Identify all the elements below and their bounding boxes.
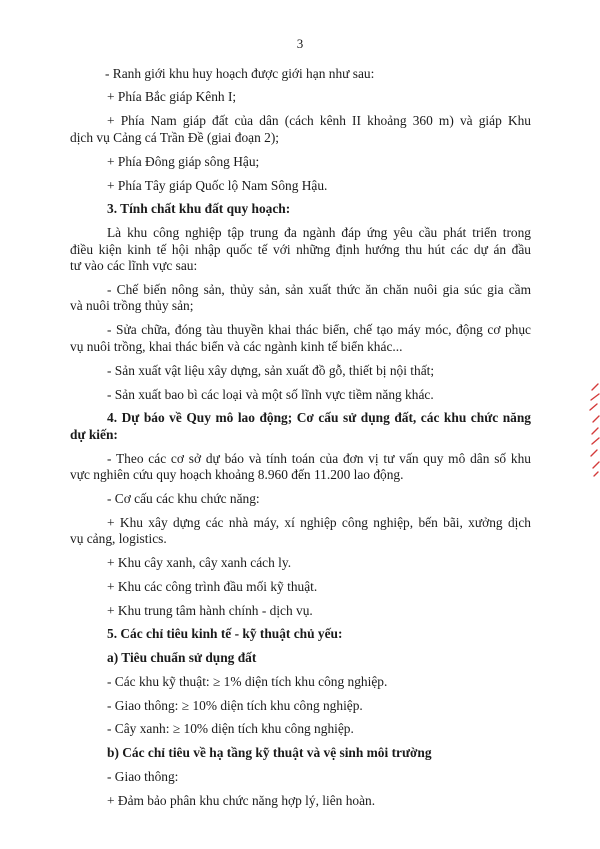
page-number: 3 bbox=[296, 36, 304, 51]
sector-processing-1: - Chế biến nông sản, thủy sản, sản xuất thức ăn chăn nuôi gia súc gia cầm bbox=[107, 282, 531, 297]
zone-factories-1: + Khu xây dựng các nhà máy, xí nghiệp công nghiệp, bến bãi, xưởng dịch bbox=[107, 515, 531, 530]
section-5b-heading: b) Các chỉ tiêu về hạ tầng kỹ thuật và vệ sinh môi trường bbox=[107, 745, 432, 760]
boundary-north: + Phía Bắc giáp Kênh I; bbox=[107, 89, 237, 104]
land-use-traffic: - Giao thông: ≥ 10% diện tích khu công nghiệp. bbox=[107, 698, 363, 713]
land-use-greenery: - Cây xanh: ≥ 10% diện tích khu công nghiệp. bbox=[107, 721, 354, 736]
section-5-heading: 5. Các chỉ tiêu kinh tế - kỹ thuật chủ yếu: bbox=[107, 626, 343, 641]
labor-forecast-2: vực nghiên cứu quy hoạch khoảng 8.960 đến 11.200 lao động. bbox=[70, 467, 404, 482]
labor-forecast-1: - Theo các cơ sở dự báo và tính toán của đơn vị tư vấn quy mô dân số khu bbox=[107, 451, 531, 466]
sector-shipbuilding-1: - Sửa chữa, đóng tàu thuyền khai thác biển, chế tạo máy móc, động cơ phục bbox=[107, 322, 531, 337]
zone-admin: + Khu trung tâm hành chính - dịch vụ. bbox=[107, 603, 313, 618]
boundary-south-2: dịch vụ Cảng cá Trần Đề (giai đoạn 2); bbox=[70, 130, 279, 145]
section-3-para-2: điều kiện kinh tế hội nhập quốc tế với những định hướng thu hút các dự án đầu bbox=[70, 242, 531, 257]
boundary-west: + Phía Tây giáp Quốc lộ Nam Sông Hậu. bbox=[107, 178, 328, 193]
section-5a-heading: a) Tiêu chuẩn sử dụng đất bbox=[107, 650, 257, 665]
function-zones-intro: - Cơ cấu các khu chức năng: bbox=[107, 491, 260, 506]
sector-packaging: - Sản xuất bao bì các loại và một số lĩnh vực tiềm năng khác. bbox=[107, 387, 434, 402]
section-3-heading: 3. Tính chất khu đất quy hoạch: bbox=[107, 201, 291, 216]
section-4-heading-2: dự kiến: bbox=[70, 427, 118, 442]
red-stamp-edge-mark bbox=[586, 380, 600, 480]
land-use-technical: - Các khu kỹ thuật: ≥ 1% diện tích khu công nghiệp. bbox=[107, 674, 388, 689]
boundary-south-1: + Phía Nam giáp đất của dân (cách kênh II khoảng 360 m) và giáp Khu bbox=[107, 113, 531, 128]
section-3-para-3: tư vào các lĩnh vực sau: bbox=[70, 258, 198, 273]
zone-factories-2: vụ cảng, logistics. bbox=[70, 531, 167, 546]
section-3-para-1: Là khu công nghiệp tập trung đa ngành đáp ứng yêu cầu phát triển trong bbox=[107, 225, 531, 240]
sector-materials: - Sản xuất vật liệu xây dựng, sản xuất đồ gỗ, thiết bị nội thất; bbox=[107, 363, 435, 378]
boundary-intro: - Ranh giới khu huy hoạch được giới hạn như sau: bbox=[105, 66, 375, 81]
section-4-heading-1: 4. Dự báo về Quy mô lao động; Cơ cấu sử dụng đất, các khu chức năng bbox=[107, 410, 531, 425]
zone-greenery: + Khu cây xanh, cây xanh cách ly. bbox=[107, 555, 292, 570]
infrastructure-traffic: - Giao thông: bbox=[107, 769, 179, 784]
zone-technical: + Khu các công trình đầu mối kỹ thuật. bbox=[107, 579, 318, 594]
infrastructure-traffic-detail: + Đảm bảo phân khu chức năng hợp lý, liên hoàn. bbox=[107, 793, 376, 808]
sector-shipbuilding-2: vụ nuôi trồng, khai thác biển và các ngành kinh tế biển khác... bbox=[70, 339, 403, 354]
boundary-east: + Phía Đông giáp sông Hậu; bbox=[107, 154, 260, 169]
sector-processing-2: và nuôi trồng thủy sản; bbox=[70, 298, 194, 313]
